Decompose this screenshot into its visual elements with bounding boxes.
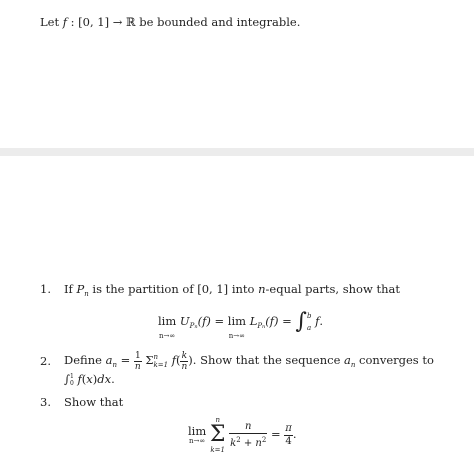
- item-1-formula: lim n→∞ $U_{Pn}(f)$ = lim n→∞ $L_{Pn}(f)$ = ∫ b a f.: [158, 309, 323, 340]
- item-3-number: 3.: [40, 395, 51, 409]
- item-3-formula: lim n→∞ n Σ k=1 $\frac{n}{k^2 + n^2}$ = $\frac{\pi}{4}$ .: [188, 416, 297, 454]
- item-2-text: Define $a_n$ = $\frac{1}{n}$ Σ n k=1 f( $\frac{k}{n}$ ). Show that the sequence $a_n$ converges to: [64, 350, 434, 372]
- item-1-number: 1.: [40, 282, 51, 296]
- item-2-integral: ∫ 1 0 f(x)dx.: [64, 372, 115, 387]
- page-divider: [0, 148, 474, 156]
- intro-statement: Let f : [0, 1] → ℝ be bounded and integrable.: [40, 15, 301, 29]
- item-2-number: 2.: [40, 354, 51, 368]
- item-3-text: Show that: [64, 395, 124, 409]
- item-1-text: If $P_n$ is the partition of [0, 1] into n-equal parts, show that: [64, 282, 400, 298]
